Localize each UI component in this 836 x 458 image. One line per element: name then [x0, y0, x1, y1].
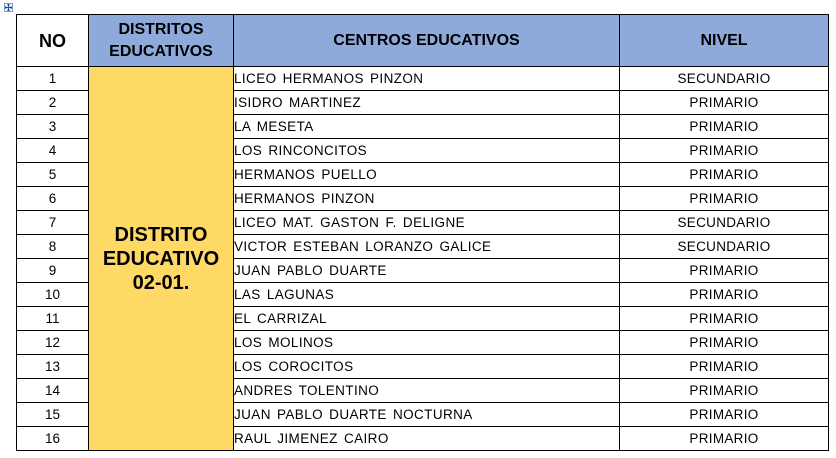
row-number: 15 [17, 403, 89, 427]
nivel-value: PRIMARIO [620, 163, 829, 187]
row-number: 1 [17, 67, 89, 91]
header-centros: CENTROS EDUCATIVOS [234, 15, 620, 67]
nivel-value: PRIMARIO [620, 403, 829, 427]
nivel-value: PRIMARIO [620, 139, 829, 163]
centro-name: LICEO HERMANOS PINZON [234, 67, 620, 91]
row-number: 4 [17, 139, 89, 163]
nivel-value: PRIMARIO [620, 331, 829, 355]
header-distritos-line2: EDUCATIVOS [109, 42, 213, 60]
header-nivel: NIVEL [620, 15, 829, 67]
row-number: 2 [17, 91, 89, 115]
row-number: 3 [17, 115, 89, 139]
header-no: NO [17, 15, 89, 67]
centro-name: ANDRES TOLENTINO [234, 379, 620, 403]
distrito-label-line1: DISTRITO [114, 223, 208, 246]
nivel-value: SECUNDARIO [620, 67, 829, 91]
nivel-value: PRIMARIO [620, 187, 829, 211]
row-number: 10 [17, 283, 89, 307]
centro-name: RAUL JIMENEZ CAIRO [234, 427, 620, 451]
row-number: 9 [17, 259, 89, 283]
nivel-value: PRIMARIO [620, 259, 829, 283]
header-distritos [89, 15, 234, 67]
centro-name: JUAN PABLO DUARTE [234, 259, 620, 283]
row-number: 16 [17, 427, 89, 451]
row-number: 5 [17, 163, 89, 187]
centro-name: JUAN PABLO DUARTE NOCTURNA [234, 403, 620, 427]
centro-name: LOS MOLINOS [234, 331, 620, 355]
centro-name: HERMANOS PUELLO [234, 163, 620, 187]
nivel-value: SECUNDARIO [620, 211, 829, 235]
table-header-row [17, 15, 829, 67]
centro-name: ISIDRO MARTINEZ [234, 91, 620, 115]
distrito-label-line3: 02-01. [132, 271, 190, 294]
row-number: 13 [17, 355, 89, 379]
table-move-handle-icon[interactable] [4, 3, 13, 12]
nivel-value: PRIMARIO [620, 379, 829, 403]
centro-name: LOS RINCONCITOS [234, 139, 620, 163]
row-number: 8 [17, 235, 89, 259]
centro-name: VICTOR ESTEBAN LORANZO GALICE [234, 235, 620, 259]
header-distritos-line1: DISTRITOS [118, 20, 204, 38]
row-number: 14 [17, 379, 89, 403]
centro-name: LOS COROCITOS [234, 355, 620, 379]
nivel-value: PRIMARIO [620, 307, 829, 331]
centro-name: LA MESETA [234, 115, 620, 139]
nivel-value: PRIMARIO [620, 427, 829, 451]
nivel-value: PRIMARIO [620, 91, 829, 115]
nivel-value: PRIMARIO [620, 115, 829, 139]
schools-table [16, 14, 829, 451]
centro-name: LAS LAGUNAS [234, 283, 620, 307]
distrito-cell [89, 67, 234, 451]
row-number: 12 [17, 331, 89, 355]
table-body [17, 67, 829, 451]
centro-name: EL CARRIZAL [234, 307, 620, 331]
row-number: 6 [17, 187, 89, 211]
nivel-value: PRIMARIO [620, 283, 829, 307]
row-number: 11 [17, 307, 89, 331]
row-number: 7 [17, 211, 89, 235]
nivel-value: SECUNDARIO [620, 235, 829, 259]
nivel-value: PRIMARIO [620, 355, 829, 379]
centro-name: LICEO MAT. GASTON F. DELIGNE [234, 211, 620, 235]
distrito-label-line2: EDUCATIVO [102, 247, 220, 270]
table-row [17, 67, 829, 91]
centro-name: HERMANOS PINZON [234, 187, 620, 211]
